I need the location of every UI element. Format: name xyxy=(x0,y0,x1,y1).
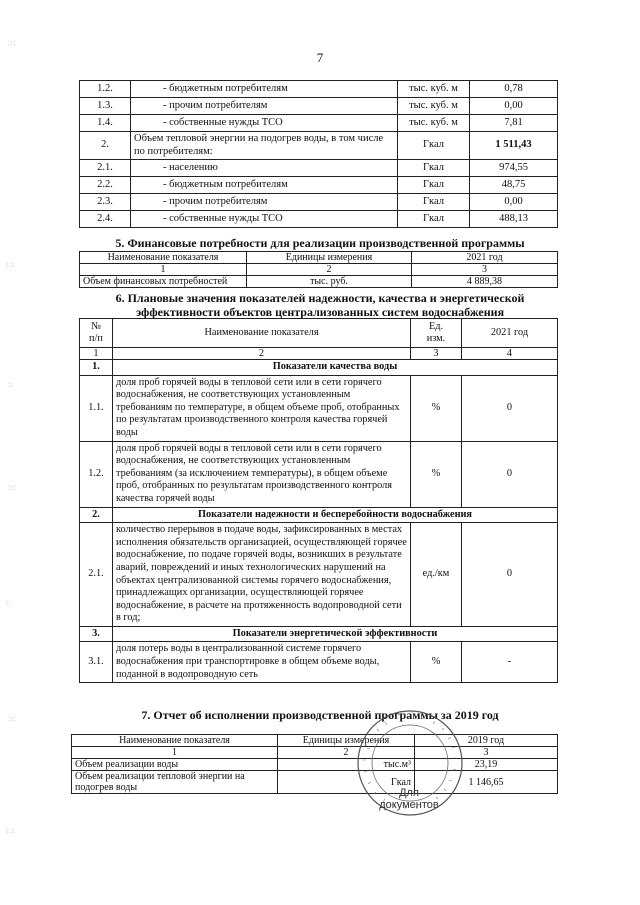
row-number: 1.4. xyxy=(80,115,131,132)
scan-speck: ⁚⁝⁚ xyxy=(8,486,17,492)
row-number: 1.3. xyxy=(80,98,131,115)
section6-title-line2: эффективности объектов централизованных систем водоснабжения xyxy=(135,305,505,319)
row-unit: Гкал xyxy=(398,194,470,211)
indicator-row xyxy=(80,642,558,683)
column-number: 1 xyxy=(80,264,247,276)
scan-speck: ⁝⁚⁝ xyxy=(6,829,15,835)
row-name: Объем тепловой энергии на подогрев воды, в том числе по потребителям: xyxy=(131,132,398,160)
table-row xyxy=(80,194,558,211)
column-number: 4 xyxy=(462,348,558,360)
indicator-text: доля проб горячей воды в тепловой сети или в сети горячего водоснабжения, не соответствующих установленным требованиям (за исключением температуры), в общем объеме проб, отобранных по результатам производственного контроля качества горячей воды xyxy=(113,441,411,507)
row-value: 0,78 xyxy=(470,81,558,98)
indicator-number: 1.2. xyxy=(80,441,113,507)
scan-speck: ⁝⁚ xyxy=(6,601,12,607)
report-table xyxy=(71,734,558,794)
stamp-text-line1: Для xyxy=(399,787,419,799)
financial-row-unit: тыс. руб. xyxy=(247,276,412,288)
column-number: 1 xyxy=(72,747,278,759)
report-row-name: Объем реализации тепловой энергии на подогрев воды xyxy=(72,771,278,794)
header-unit: Единицы измерения xyxy=(247,252,412,264)
table-row xyxy=(80,81,558,98)
row-unit: Гкал xyxy=(398,160,470,177)
row-value: 1 511,43 xyxy=(470,132,558,160)
group-title: Показатели качества воды xyxy=(113,360,558,376)
column-number: 3 xyxy=(412,264,558,276)
row-unit: Гкал xyxy=(398,211,470,228)
indicator-text: доля потерь воды в централизованной системе горячего водоснабжения при транспортировке в общем объеме воды, поданной в водопроводную сеть xyxy=(113,642,411,683)
section6-title-line1: 6. Плановые значения показателей надежности, качества и энергетической xyxy=(115,291,525,305)
row-name: - бюджетным потребителям xyxy=(131,177,398,194)
header-name: Наименование показателя xyxy=(80,252,247,264)
row-number: 2. xyxy=(80,132,131,160)
report-row-unit: Гкал xyxy=(278,771,415,794)
column-number: 1 xyxy=(80,348,113,360)
group-number: 1. xyxy=(80,360,113,376)
scan-speck: ⁚⁝⁚ xyxy=(8,717,17,723)
stamp-text xyxy=(375,787,443,811)
indicator-number: 3.1. xyxy=(80,642,113,683)
financial-needs-table xyxy=(79,251,558,288)
row-unit: Гкал xyxy=(398,177,470,194)
table-row xyxy=(80,177,558,194)
section6-title xyxy=(0,291,640,319)
group-title: Показатели энергетической эффективности xyxy=(113,626,558,642)
indicator-value: 0 xyxy=(462,441,558,507)
indicator-value: 0 xyxy=(462,375,558,441)
scan-speck: ⁚⁝⁚ xyxy=(8,41,17,47)
header-name: Наименование показателя xyxy=(113,319,411,348)
report-row-value: 1 146,65 xyxy=(415,771,558,794)
indicator-unit: % xyxy=(411,642,462,683)
row-number: 2.4. xyxy=(80,211,131,228)
row-value: 488,13 xyxy=(470,211,558,228)
column-number: 3 xyxy=(415,747,558,759)
row-number: 2.2. xyxy=(80,177,131,194)
row-unit: тыс. куб. м xyxy=(398,98,470,115)
scan-speck: ⁝⁚⁝ xyxy=(6,263,15,269)
indicator-text: доля проб горячей воды в тепловой сети или в сети горячего водоснабжения, не соответствующих установленным требованиям по температуре, в общем объеме проб, отобранных по результатам производственного контроля качества горячей воды xyxy=(113,375,411,441)
stamp-text-line2: документов xyxy=(379,799,439,811)
indicator-text: количество перерывов в подаче воды, зафиксированных в местах исполнения обязательств организацией, осуществляющей горячее водоснабжение, по подаче горячей воды, возникших в результате аварий, повреждений и иных технологических нарушений на объектах централизованной системы горячего водоснабжения, принадлежащих организации, осуществляющей горячее водоснабжение, в расчете на протяженность водопроводной сети в год; xyxy=(113,523,411,627)
table-row xyxy=(80,211,558,228)
row-value: 0,00 xyxy=(470,194,558,211)
indicators-table xyxy=(79,318,558,683)
consumption-table xyxy=(79,80,558,228)
row-number: 1.2. xyxy=(80,81,131,98)
indicator-unit: % xyxy=(411,441,462,507)
indicator-number: 2.1. xyxy=(80,523,113,627)
row-name: - собственные нужды ТСО xyxy=(131,115,398,132)
table-row xyxy=(80,160,558,177)
financial-row-value: 4 889,38 xyxy=(412,276,558,288)
row-unit: Гкал xyxy=(398,132,470,160)
row-name: - прочим потребителям xyxy=(131,194,398,211)
group-row xyxy=(80,507,558,523)
column-number: 2 xyxy=(278,747,415,759)
header-name: Наименование показателя xyxy=(72,735,278,747)
row-value: 974,55 xyxy=(470,160,558,177)
indicator-value: - xyxy=(462,642,558,683)
group-row xyxy=(80,626,558,642)
column-number: 3 xyxy=(411,348,462,360)
scan-speck: ⁚⁝ xyxy=(8,383,14,389)
indicator-unit: % xyxy=(411,375,462,441)
column-number: 2 xyxy=(247,264,412,276)
indicator-row xyxy=(80,523,558,627)
report-row-name: Объем реализации воды xyxy=(72,759,278,771)
header-unit: Ед. изм. xyxy=(411,319,462,348)
row-number: 2.1. xyxy=(80,160,131,177)
indicator-number: 1.1. xyxy=(80,375,113,441)
financial-row-name: Объем финансовых потребностей xyxy=(80,276,247,288)
group-row xyxy=(80,360,558,376)
group-number: 3. xyxy=(80,626,113,642)
report-row-value: 23,19 xyxy=(415,759,558,771)
row-value: 48,75 xyxy=(470,177,558,194)
section7-title: 7. Отчет об исполнении производственной программы за 2019 год xyxy=(141,708,499,722)
group-number: 2. xyxy=(80,507,113,523)
page-number: 7 xyxy=(316,50,324,65)
table-row xyxy=(80,115,558,132)
row-unit: тыс. куб. м xyxy=(398,115,470,132)
header-year: 2019 год xyxy=(415,735,558,747)
row-name: - прочим потребителям xyxy=(131,98,398,115)
row-value: 0,00 xyxy=(470,98,558,115)
group-title: Показатели надежности и бесперебойности водоснабжения xyxy=(113,507,558,523)
row-value: 7,81 xyxy=(470,115,558,132)
indicator-unit: ед./км xyxy=(411,523,462,627)
indicator-value: 0 xyxy=(462,523,558,627)
header-num: № п/п xyxy=(80,319,113,348)
row-name: - населению xyxy=(131,160,398,177)
table-row xyxy=(80,132,558,160)
row-unit: тыс. куб. м xyxy=(398,81,470,98)
row-name: - собственные нужды ТСО xyxy=(131,211,398,228)
indicator-row xyxy=(80,375,558,441)
indicator-row xyxy=(80,441,558,507)
table-row xyxy=(80,98,558,115)
row-name: - бюджетным потребителям xyxy=(131,81,398,98)
section5-title: 5. Финансовые потребности для реализации производственной программы xyxy=(115,236,525,250)
report-row-unit: тыс.м³ xyxy=(278,759,415,771)
header-year: 2021 год xyxy=(462,319,558,348)
row-number: 2.3. xyxy=(80,194,131,211)
header-unit: Единицы измерения xyxy=(278,735,415,747)
column-number: 2 xyxy=(113,348,411,360)
header-year: 2021 год xyxy=(412,252,558,264)
